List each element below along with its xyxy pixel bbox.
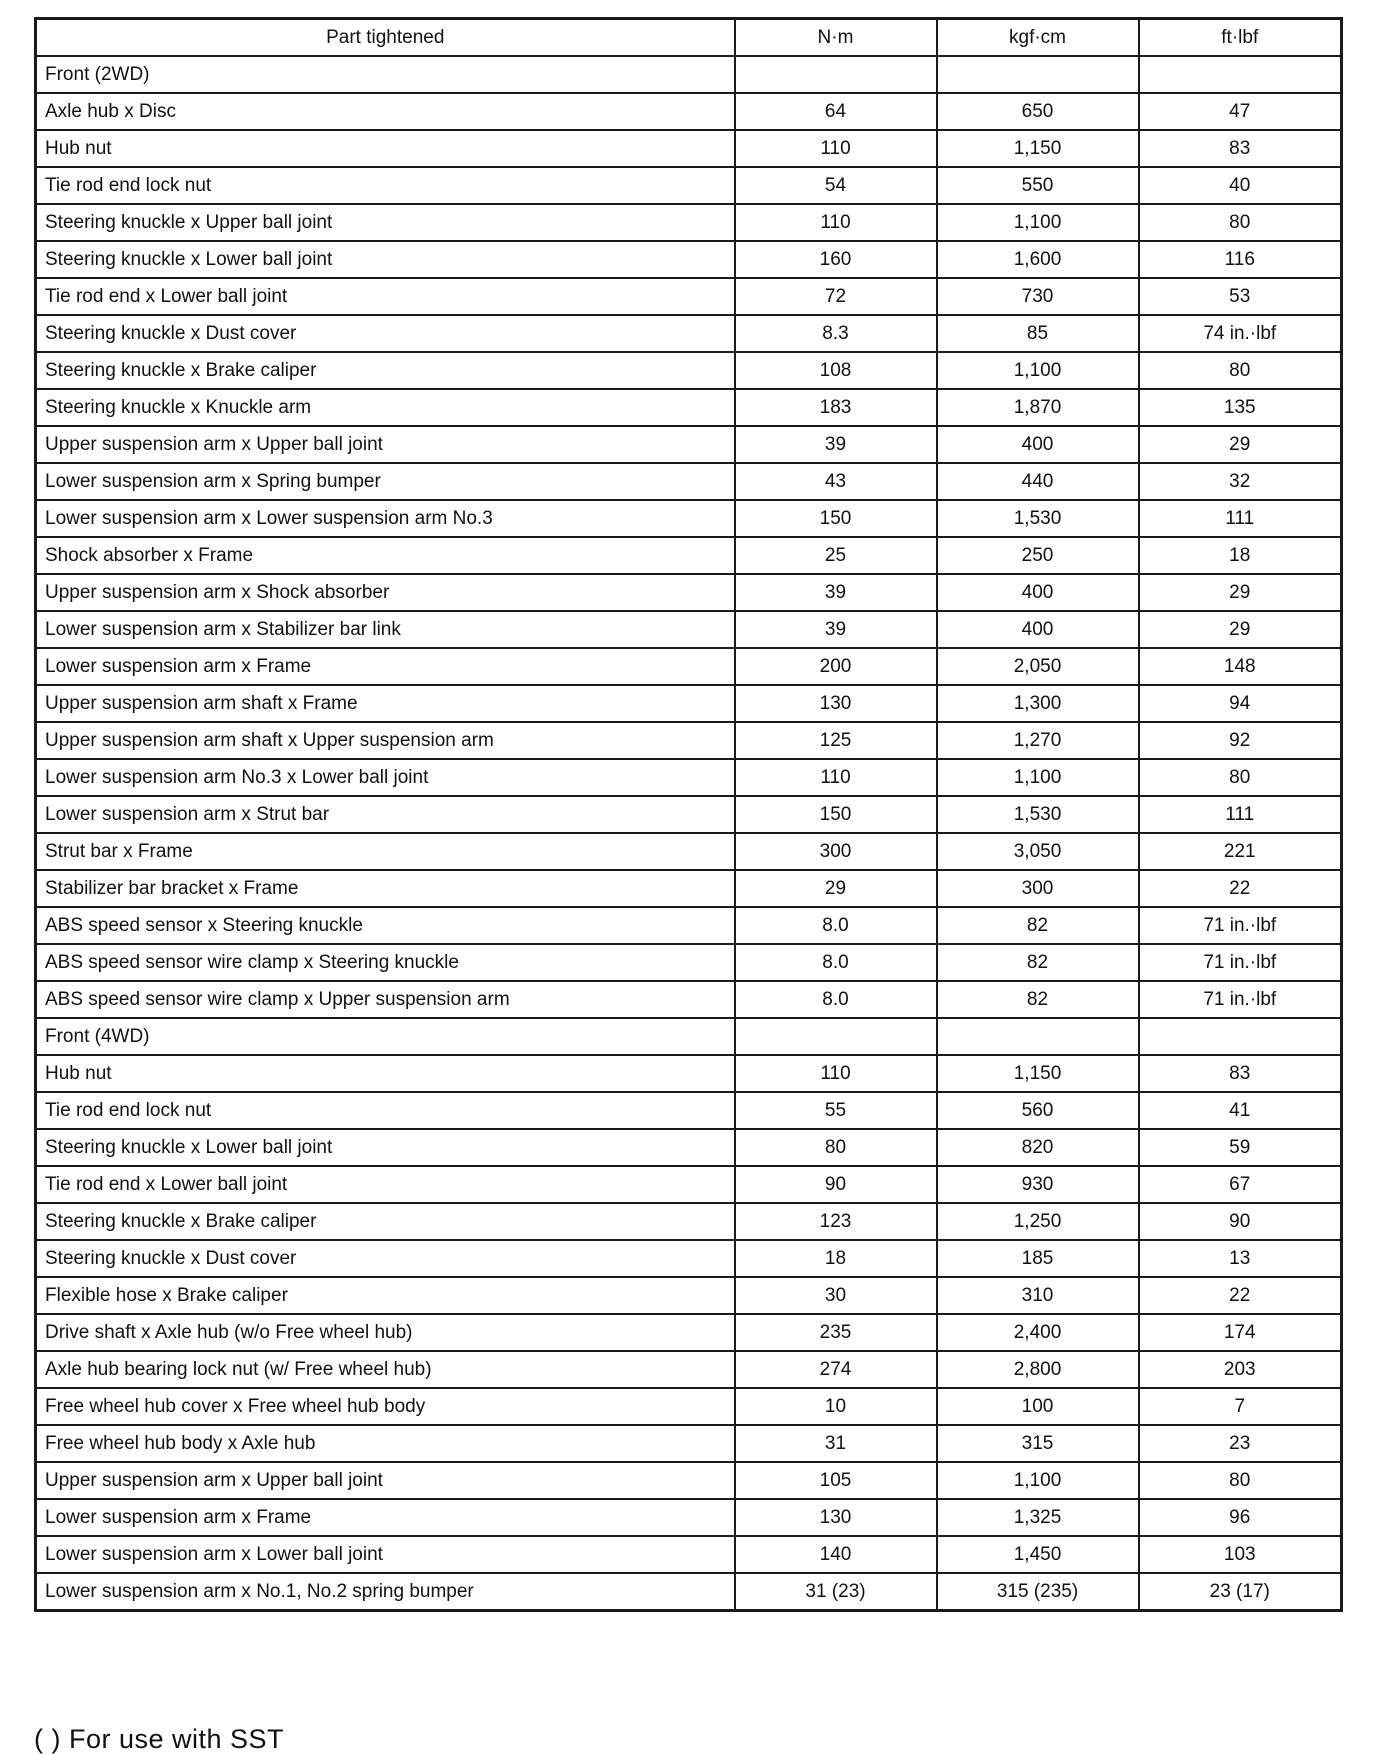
ft-lbf-cell: 22 <box>1139 1277 1342 1314</box>
table-row <box>36 1499 1342 1536</box>
table-row <box>36 352 1342 389</box>
table-row <box>36 981 1342 1018</box>
kgf-cell: 3,050 <box>937 833 1139 870</box>
kgf-cell: 82 <box>937 981 1139 1018</box>
nm-cell: 105 <box>735 1462 937 1499</box>
kgf-cell: 1,100 <box>937 759 1139 796</box>
kgf-cell: 1,530 <box>937 500 1139 537</box>
ft-lbf-cell: 29 <box>1139 426 1342 463</box>
part-cell: Lower suspension arm x Spring bumper <box>36 463 735 500</box>
part-cell: Shock absorber x Frame <box>36 537 735 574</box>
ft-lbf-cell <box>1139 1018 1342 1055</box>
part-cell: Steering knuckle x Brake caliper <box>36 352 735 389</box>
part-cell: Steering knuckle x Dust cover <box>36 1240 735 1277</box>
kgf-cell: 440 <box>937 463 1139 500</box>
kgf-cell: 1,870 <box>937 389 1139 426</box>
table-body <box>36 56 1342 1611</box>
nm-cell: 43 <box>735 463 937 500</box>
nm-cell: 8.0 <box>735 981 937 1018</box>
nm-cell: 140 <box>735 1536 937 1573</box>
kgf-cell: 400 <box>937 426 1139 463</box>
kgf-cell: 1,600 <box>937 241 1139 278</box>
part-cell: Hub nut <box>36 130 735 167</box>
table-row <box>36 315 1342 352</box>
ft-lbf-cell: 59 <box>1139 1129 1342 1166</box>
table-row <box>36 759 1342 796</box>
nm-cell: 235 <box>735 1314 937 1351</box>
table-row <box>36 1314 1342 1351</box>
kgf-cell: 1,150 <box>937 130 1139 167</box>
ft-lbf-cell: 41 <box>1139 1092 1342 1129</box>
part-cell: Upper suspension arm shaft x Frame <box>36 685 735 722</box>
ft-lbf-cell: 23 (17) <box>1139 1573 1342 1611</box>
nm-cell: 72 <box>735 278 937 315</box>
part-cell: Steering knuckle x Lower ball joint <box>36 241 735 278</box>
ft-lbf-cell: 111 <box>1139 796 1342 833</box>
table-row <box>36 1425 1342 1462</box>
nm-cell: 110 <box>735 1055 937 1092</box>
nm-cell <box>735 1018 937 1055</box>
part-cell: Upper suspension arm x Shock absorber <box>36 574 735 611</box>
kgf-cell: 400 <box>937 611 1139 648</box>
table-row <box>36 1240 1342 1277</box>
table-row <box>36 1351 1342 1388</box>
table-row <box>36 611 1342 648</box>
nm-cell: 8.0 <box>735 907 937 944</box>
part-cell: Upper suspension arm x Upper ball joint <box>36 426 735 463</box>
part-cell: Upper suspension arm x Upper ball joint <box>36 1462 735 1499</box>
nm-cell <box>735 56 937 93</box>
header-ft-lbf: ft·lbf <box>1139 19 1342 57</box>
kgf-cell: 82 <box>937 907 1139 944</box>
ft-lbf-cell: 80 <box>1139 1462 1342 1499</box>
part-cell: Stabilizer bar bracket x Frame <box>36 870 735 907</box>
part-cell: Tie rod end x Lower ball joint <box>36 278 735 315</box>
ft-lbf-cell: 96 <box>1139 1499 1342 1536</box>
ft-lbf-cell: 53 <box>1139 278 1342 315</box>
part-cell: Lower suspension arm x Lower suspension arm No.3 <box>36 500 735 537</box>
kgf-cell: 1,450 <box>937 1536 1139 1573</box>
table-row <box>36 907 1342 944</box>
ft-lbf-cell: 80 <box>1139 352 1342 389</box>
kgf-cell: 85 <box>937 315 1139 352</box>
nm-cell: 54 <box>735 167 937 204</box>
part-cell: Upper suspension arm shaft x Upper suspension arm <box>36 722 735 759</box>
ft-lbf-cell: 90 <box>1139 1203 1342 1240</box>
section-header-row <box>36 56 1342 93</box>
kgf-cell: 250 <box>937 537 1139 574</box>
ft-lbf-cell: 80 <box>1139 204 1342 241</box>
table-row <box>36 1573 1342 1611</box>
nm-cell: 8.3 <box>735 315 937 352</box>
nm-cell: 55 <box>735 1092 937 1129</box>
kgf-cell: 315 <box>937 1425 1139 1462</box>
kgf-cell: 730 <box>937 278 1139 315</box>
nm-cell: 31 (23) <box>735 1573 937 1611</box>
kgf-cell: 1,270 <box>937 722 1139 759</box>
table-row <box>36 463 1342 500</box>
kgf-cell: 2,800 <box>937 1351 1139 1388</box>
footnote-sst: ( ) For use with SST <box>34 1724 285 1754</box>
nm-cell: 108 <box>735 352 937 389</box>
nm-cell: 18 <box>735 1240 937 1277</box>
nm-cell: 39 <box>735 611 937 648</box>
part-cell: Strut bar x Frame <box>36 833 735 870</box>
ft-lbf-cell: 103 <box>1139 1536 1342 1573</box>
table-row <box>36 722 1342 759</box>
part-cell: Steering knuckle x Lower ball joint <box>36 1129 735 1166</box>
ft-lbf-cell: 23 <box>1139 1425 1342 1462</box>
table-row <box>36 130 1342 167</box>
nm-cell: 200 <box>735 648 937 685</box>
section-header-row <box>36 1018 1342 1055</box>
part-cell: Free wheel hub body x Axle hub <box>36 1425 735 1462</box>
ft-lbf-cell: 80 <box>1139 759 1342 796</box>
ft-lbf-cell <box>1139 56 1342 93</box>
nm-cell: 39 <box>735 426 937 463</box>
ft-lbf-cell: 7 <box>1139 1388 1342 1425</box>
table-header-row <box>36 19 1342 57</box>
ft-lbf-cell: 47 <box>1139 93 1342 130</box>
kgf-cell <box>937 56 1139 93</box>
ft-lbf-cell: 116 <box>1139 241 1342 278</box>
part-cell: Lower suspension arm x No.1, No.2 spring bumper <box>36 1573 735 1611</box>
table-row <box>36 685 1342 722</box>
ft-lbf-cell: 71 in.·lbf <box>1139 981 1342 1018</box>
nm-cell: 8.0 <box>735 944 937 981</box>
nm-cell: 110 <box>735 130 937 167</box>
nm-cell: 110 <box>735 204 937 241</box>
kgf-cell: 1,300 <box>937 685 1139 722</box>
table-row <box>36 1388 1342 1425</box>
ft-lbf-cell: 67 <box>1139 1166 1342 1203</box>
nm-cell: 110 <box>735 759 937 796</box>
nm-cell: 274 <box>735 1351 937 1388</box>
nm-cell: 25 <box>735 537 937 574</box>
table-row <box>36 93 1342 130</box>
part-cell: Tie rod end x Lower ball joint <box>36 1166 735 1203</box>
table-row <box>36 796 1342 833</box>
part-cell: Lower suspension arm x Strut bar <box>36 796 735 833</box>
kgf-cell: 1,530 <box>937 796 1139 833</box>
ft-lbf-cell: 29 <box>1139 611 1342 648</box>
nm-cell: 123 <box>735 1203 937 1240</box>
ft-lbf-cell: 148 <box>1139 648 1342 685</box>
table-row <box>36 1166 1342 1203</box>
part-cell: Steering knuckle x Upper ball joint <box>36 204 735 241</box>
ft-lbf-cell: 83 <box>1139 1055 1342 1092</box>
table-row <box>36 944 1342 981</box>
nm-cell: 31 <box>735 1425 937 1462</box>
part-cell: Steering knuckle x Dust cover <box>36 315 735 352</box>
ft-lbf-cell: 111 <box>1139 500 1342 537</box>
nm-cell: 150 <box>735 796 937 833</box>
part-cell: Tie rod end lock nut <box>36 167 735 204</box>
kgf-cell: 930 <box>937 1166 1139 1203</box>
kgf-cell: 1,100 <box>937 1462 1139 1499</box>
part-cell: Steering knuckle x Brake caliper <box>36 1203 735 1240</box>
table-row <box>36 1277 1342 1314</box>
part-cell: Hub nut <box>36 1055 735 1092</box>
header-newton-meter: N·m <box>735 19 937 57</box>
part-cell: Lower suspension arm x Lower ball joint <box>36 1536 735 1573</box>
ft-lbf-cell: 83 <box>1139 130 1342 167</box>
table-row <box>36 204 1342 241</box>
nm-cell: 130 <box>735 685 937 722</box>
table-row <box>36 870 1342 907</box>
kgf-cell: 82 <box>937 944 1139 981</box>
ft-lbf-cell: 29 <box>1139 574 1342 611</box>
table-row <box>36 1129 1342 1166</box>
part-cell: Front (4WD) <box>36 1018 735 1055</box>
ft-lbf-cell: 22 <box>1139 870 1342 907</box>
ft-lbf-cell: 221 <box>1139 833 1342 870</box>
table-row <box>36 833 1342 870</box>
kgf-cell: 1,250 <box>937 1203 1139 1240</box>
table-row <box>36 278 1342 315</box>
ft-lbf-cell: 135 <box>1139 389 1342 426</box>
part-cell: Steering knuckle x Knuckle arm <box>36 389 735 426</box>
ft-lbf-cell: 71 in.·lbf <box>1139 944 1342 981</box>
kgf-cell: 2,400 <box>937 1314 1139 1351</box>
kgf-cell: 300 <box>937 870 1139 907</box>
nm-cell: 125 <box>735 722 937 759</box>
kgf-cell: 560 <box>937 1092 1139 1129</box>
ft-lbf-cell: 32 <box>1139 463 1342 500</box>
table-row <box>36 537 1342 574</box>
part-cell: Lower suspension arm x Frame <box>36 648 735 685</box>
kgf-cell: 550 <box>937 167 1139 204</box>
ft-lbf-cell: 203 <box>1139 1351 1342 1388</box>
ft-lbf-cell: 40 <box>1139 167 1342 204</box>
ft-lbf-cell: 13 <box>1139 1240 1342 1277</box>
kgf-cell: 400 <box>937 574 1139 611</box>
table-row <box>36 1203 1342 1240</box>
part-cell: ABS speed sensor wire clamp x Steering knuckle <box>36 944 735 981</box>
table-row <box>36 426 1342 463</box>
nm-cell: 300 <box>735 833 937 870</box>
nm-cell: 80 <box>735 1129 937 1166</box>
table-row <box>36 648 1342 685</box>
kgf-cell: 820 <box>937 1129 1139 1166</box>
nm-cell: 183 <box>735 389 937 426</box>
ft-lbf-cell: 71 in.·lbf <box>1139 907 1342 944</box>
part-cell: ABS speed sensor wire clamp x Upper suspension arm <box>36 981 735 1018</box>
part-cell: Free wheel hub cover x Free wheel hub body <box>36 1388 735 1425</box>
part-cell: ABS speed sensor x Steering knuckle <box>36 907 735 944</box>
table-row <box>36 574 1342 611</box>
kgf-cell: 1,150 <box>937 1055 1139 1092</box>
table-row <box>36 500 1342 537</box>
table-row <box>36 389 1342 426</box>
nm-cell: 29 <box>735 870 937 907</box>
table-row <box>36 167 1342 204</box>
kgf-cell: 2,050 <box>937 648 1139 685</box>
ft-lbf-cell: 174 <box>1139 1314 1342 1351</box>
ft-lbf-cell: 74 in.·lbf <box>1139 315 1342 352</box>
nm-cell: 39 <box>735 574 937 611</box>
header-part-tightened: Part tightened <box>36 19 735 57</box>
header-kgf-cm: kgf·cm <box>937 19 1139 57</box>
kgf-cell: 1,100 <box>937 352 1139 389</box>
kgf-cell: 310 <box>937 1277 1139 1314</box>
table-row <box>36 1092 1342 1129</box>
kgf-cell: 315 (235) <box>937 1573 1139 1611</box>
part-cell: Lower suspension arm No.3 x Lower ball joint <box>36 759 735 796</box>
nm-cell: 130 <box>735 1499 937 1536</box>
kgf-cell: 100 <box>937 1388 1139 1425</box>
part-cell: Axle hub bearing lock nut (w/ Free wheel hub) <box>36 1351 735 1388</box>
kgf-cell: 650 <box>937 93 1139 130</box>
ft-lbf-cell: 92 <box>1139 722 1342 759</box>
nm-cell: 160 <box>735 241 937 278</box>
kgf-cell: 185 <box>937 1240 1139 1277</box>
nm-cell: 150 <box>735 500 937 537</box>
part-cell: Flexible hose x Brake caliper <box>36 1277 735 1314</box>
nm-cell: 90 <box>735 1166 937 1203</box>
part-cell: Drive shaft x Axle hub (w/o Free wheel hub) <box>36 1314 735 1351</box>
nm-cell: 64 <box>735 93 937 130</box>
kgf-cell <box>937 1018 1139 1055</box>
ft-lbf-cell: 18 <box>1139 537 1342 574</box>
table-row <box>36 1055 1342 1092</box>
ft-lbf-cell: 94 <box>1139 685 1342 722</box>
table-row <box>36 1462 1342 1499</box>
part-cell: Tie rod end lock nut <box>36 1092 735 1129</box>
nm-cell: 30 <box>735 1277 937 1314</box>
nm-cell: 10 <box>735 1388 937 1425</box>
kgf-cell: 1,325 <box>937 1499 1139 1536</box>
torque-specification-table <box>34 17 1343 1612</box>
part-cell: Lower suspension arm x Stabilizer bar link <box>36 611 735 648</box>
part-cell: Front (2WD) <box>36 56 735 93</box>
part-cell: Axle hub x Disc <box>36 93 735 130</box>
kgf-cell: 1,100 <box>937 204 1139 241</box>
table-row <box>36 241 1342 278</box>
part-cell: Lower suspension arm x Frame <box>36 1499 735 1536</box>
table-row <box>36 1536 1342 1573</box>
